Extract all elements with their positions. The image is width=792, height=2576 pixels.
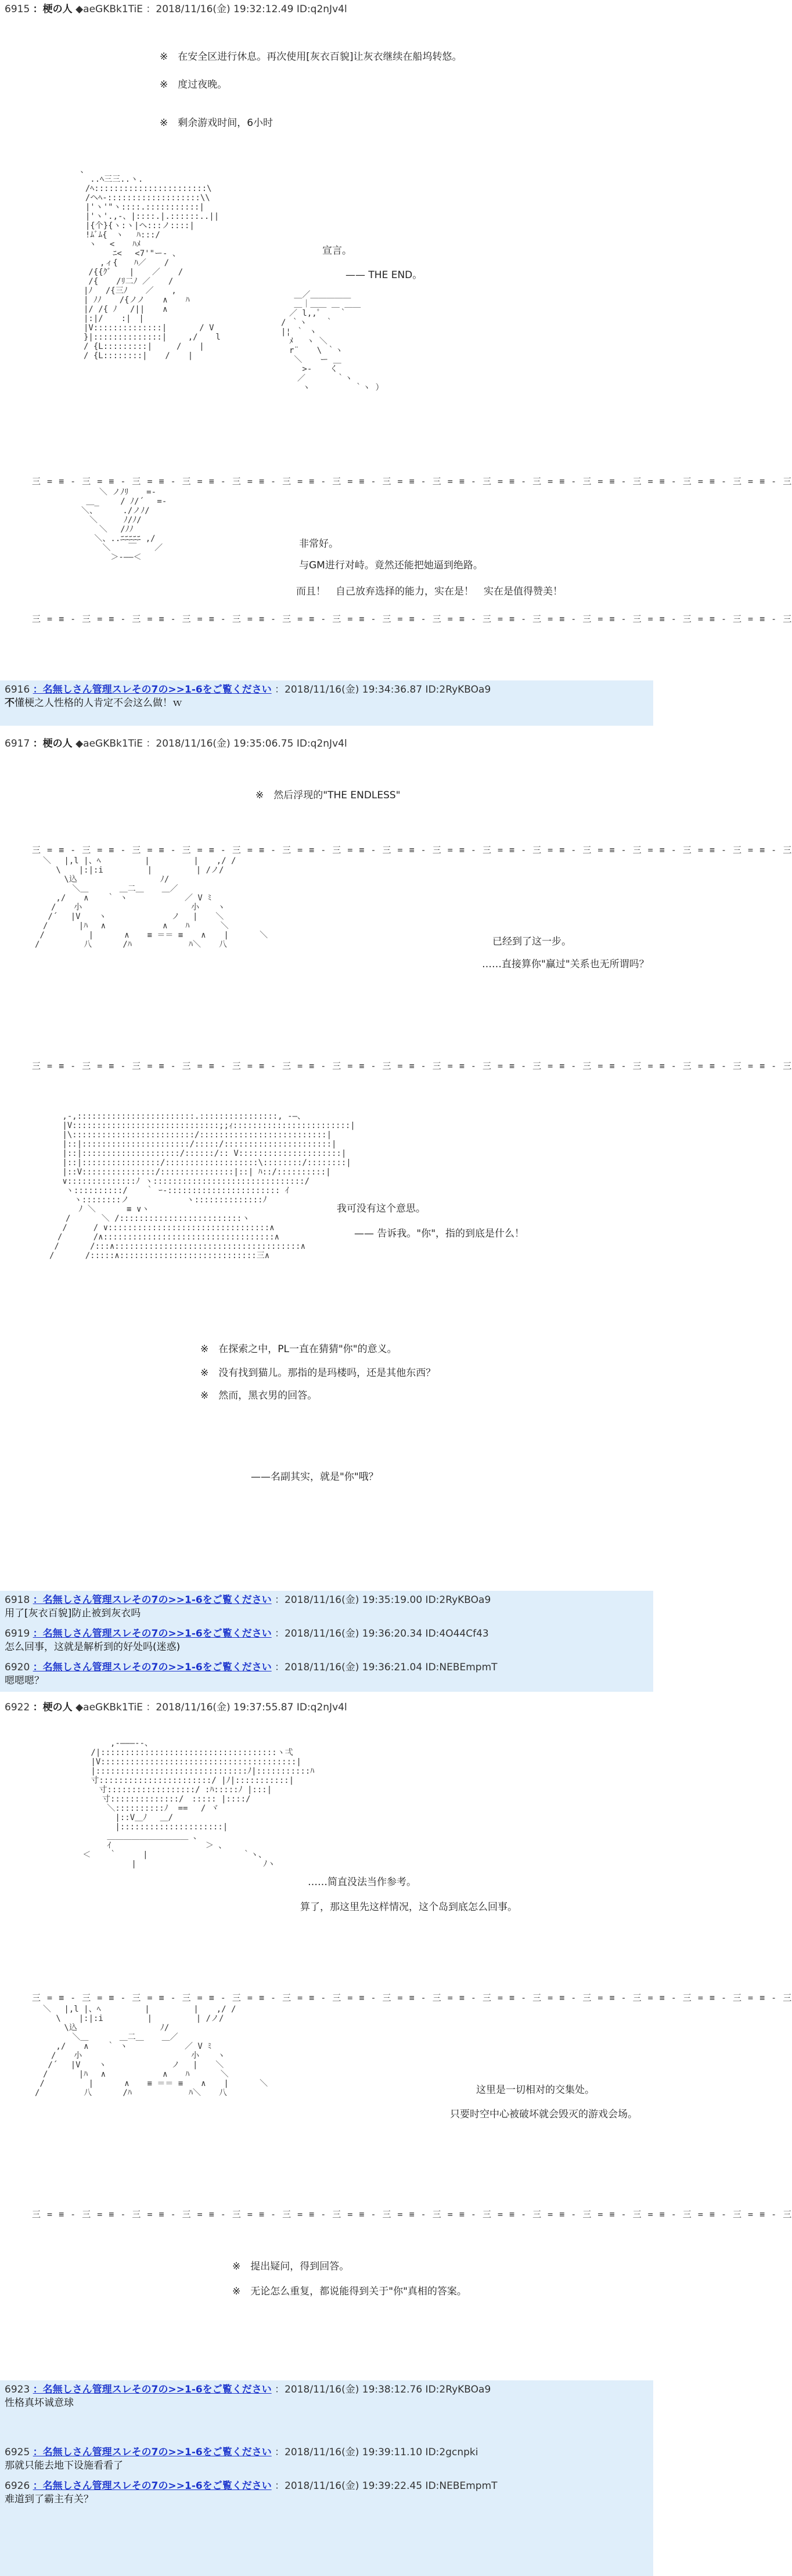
dialog-line: 已经到了这一步。 [492,936,571,947]
post-header [0,1624,653,1641]
poster-name: ：梗の人 [33,1702,73,1713]
poster-name-link[interactable]: ：名無しさん管理スレその7の>>1-6をご覧ください [33,1662,272,1673]
post-number: 6916 [5,684,30,696]
dialog-line: ——名副其实，就是"你"哦？ [251,1471,379,1483]
ascii-art-face: ＼ ノﾉﾘ =- ＿_ / ﾉ/´ =- ＼、 ./ノﾉ/ ＼ ﾉ/ﾉ/ ＼ /ﾉﾉ ＼、..ﾆﾆﾆﾆﾆ ,/ ＼ ￣ ／ ＞‐――＜ [81,488,167,562]
dialog-line: ……直接算你"赢过"关系也无所谓吗？ [482,959,649,970]
post-number: 6918 [5,1594,30,1606]
divider-line: 三 = ≡ - 三 = ≡ - 三 = ≡ - 三 = ≡ - 三 = ≡ - 三 = ≡ - 三 = ≡ - 三 = ≡ - 三 = ≡ - 三 = ≡ - 三 = ≡ - 三 = ≡ - 三 = ≡ - 三 = ≡ - 三 = ≡ - 三 [32,1061,792,1071]
post-number: 6917 [5,738,30,750]
post-6919 [0,1624,653,1658]
ascii-art-character: ＼ |,l |、ﾍ | | ,/ / \ |:|:i | | /ノ/ \込 ﾉ/ ＼＿ ＿二＿ ＿／ ,/ ∧ ｀ ヽ ／ V ﾐ / 小 小 ヽ /´ |V ヽ ノ | ＼ / |ﾊ ∧ ∧ ﾊ ＼ / | ∧ ≡ ＝＝ ≡ ∧ | ＼ / 八 /ﾊ ﾊ＼ 八 [35,2005,268,2098]
post-number: 6926 [5,2480,30,2492]
post-6923 [0,2380,653,2443]
divider-line: 三 = ≡ - 三 = ≡ - 三 = ≡ - 三 = ≡ - 三 = ≡ - 三 = ≡ - 三 = ≡ - 三 = ≡ - 三 = ≡ - 三 = ≡ - 三 = ≡ - 三 = ≡ - 三 = ≡ - 三 = ≡ - 三 = ≡ - 三 [32,1993,792,2003]
dialog-line: —— 告诉我。"你"，指的到底是什么！ [354,1228,525,1240]
post-meta: ：2018/11/16(金) 19:39:22.45 ID:NEBEmpmT [275,2480,498,2492]
poster-name: ：梗の人 [33,738,73,750]
dialog-line: 非常好。 [299,538,339,550]
dialog-line: 算了，那这里先这样情况，这个岛到底怎么回事。 [300,1901,517,1913]
post-meta: ：2018/11/16(金) 19:36:21.04 ID:NEBEmpmT [275,1662,498,1673]
poster-name: ：梗の人 [33,3,73,15]
post-body: 难道到了霸主有关？ [5,2494,93,2505]
post-6925 [0,2443,653,2477]
post-header [0,680,653,697]
post-number: 6922 [5,1702,30,1713]
poster-trip: ◆aeGKBk1TiE [75,3,143,15]
post-meta: ：2018/11/16(金) 19:38:12.76 ID:2RyKBOa9 [275,2384,491,2395]
narration-line: ※ 没有找到猫儿。那指的是玛楼吗，还是其他东西？ [200,1367,436,1379]
ascii-art-gun: ＿／＿＿＿＿＿ ＿｜＿＿ ＿ ＿＿ ／ l,,ﾟ ｀ / ｀ヽ ｀ |¦ ｀ ヽ ﾒ ヽ ＼ r¨ \ ｀ヽ ＼ ー ＿ >‐ く ／ ｀ヽ ヽ ｀ヽ ） [280,290,384,392]
poster-name-link[interactable]: ：名無しさん管理スレその7の>>1-6をご覧ください [33,2384,272,2395]
post-header [0,2477,653,2493]
poster-name-link[interactable]: ：名無しさん管理スレその7の>>1-6をご覧ください [33,2447,272,2458]
post-header [0,0,653,16]
poster-name-link[interactable]: ：名無しさん管理スレその7の>>1-6をご覧ください [33,1628,272,1640]
post-body: 怎么回事，这就是解析到的好处吗(迷惑) [5,1641,181,1653]
post-6922 [0,1698,792,2372]
divider-line: 三 = ≡ - 三 = ≡ - 三 = ≡ - 三 = ≡ - 三 = ≡ - 三 = ≡ - 三 = ≡ - 三 = ≡ - 三 = ≡ - 三 = ≡ - 三 = ≡ - 三 = ≡ - 三 = ≡ - 三 = ≡ - 三 = ≡ - 三 [32,2209,792,2220]
post-6915 [0,0,792,666]
ascii-art-character: ＼ |,l |、ﾍ | | ,/ / \ |:|:i | | /ノ/ \込 ﾉ/ ＼＿ ＿二＿ ＿／ ,/ ∧ ｀ ヽ ／ V ﾐ / 小 小 ヽ /´ |V ヽ ノ | ＼ / |ﾊ ∧ ∧ ﾊ ＼ / | ∧ ≡ ＝＝ ≡ ∧ | ＼ / 八 /ﾊ ﾊ＼ 八 [35,856,268,949]
narration-line: ※ 在安全区进行休息。再次使用[灰衣百貌]让灰衣继续在船坞转悠。 [160,51,462,63]
post-body: 用了[灰衣百貌]防止被到灰衣吗 [5,1608,141,1619]
post-meta: ：2018/11/16(金) 19:35:19.00 ID:2RyKBOa9 [275,1594,491,1606]
narration-line: ※ 无论怎么重复，都说能得到关于"你"真相的答案。 [232,2286,467,2297]
post-body: 不懂梗之人性格的人肯定不会这么做！ｗ [5,697,182,709]
post-meta: ：2018/11/16(金) 19:34:36.87 ID:2RyKBOa9 [275,684,491,696]
dialog-line: 宣言。 [322,245,352,257]
narration-line: ※ 剩余游戏时间，6小时 [160,117,273,129]
post-header [0,1591,653,1607]
post-meta: ：2018/11/16(金) 19:32:12.49 ID:q2nJv4l [146,3,347,15]
post-body: 性格真坏诚意球 [5,2397,74,2409]
post-number: 6920 [5,1662,30,1673]
narration-line: ※ 度过夜晚。 [160,79,228,91]
divider-line: 三 = ≡ - 三 = ≡ - 三 = ≡ - 三 = ≡ - 三 = ≡ - 三 = ≡ - 三 = ≡ - 三 = ≡ - 三 = ≡ - 三 = ≡ - 三 = ≡ - 三 = ≡ - 三 = ≡ - 三 = ≡ - 三 = ≡ - 三 [32,476,792,487]
dialog-line: 我可没有这个意思。 [337,1203,426,1215]
dialog-line: 而且！ 自己放弃选择的能力，实在是！ 实在是值得赞美！ [296,586,563,597]
narration-line: ※ 提出疑问，得到回答。 [232,2261,350,2272]
ascii-art-figure: ,-,::::::::::::::::::::::::.::::::::::::::::, -―、 |V::::::::::::::::::::::::::::::;;ｨ::::::::::::::::::::::::| |\:::::::::::::::::::::::::/::::::::::::::::::::::::::| |::|::::::::::::::::::::::/:::::/::::::::::::::::::::::| |::|::::::::::::::::::::/::::::/:: V:::::::::::::::::::::| |::|::::::::::::::::/:::::::::::::::::::\::::::::/::::::::| |::V:::::::::::::::/:::::::::::::::|::| ﾊ::/::::::::::| ∨::::::::::::::ﾉ ヽ:::::::::::::::::::::::::::::::/ ヽ::::::::::/ ｀ ｰ-::::::::::::::::::::::: ｲ ヽ::::::::ノ ヽ::::::::::::::ﾉ ﾉ ＼ ≡ ∨ヽ / ＼ /:::::::::::::::::::::::::ヽ / / ∨:::::::::::::::::::::::::::::::::∧ / /∧:::::::::::::::::::::::::::::::::::∧ / /:::∧::::::::::::::::::::::::::::::::::::::∧ / /:::::∧::::::::::::::::::::::::::::三∧ [49,1112,355,1260]
dialog-line: 与GM进行对峙。竟然还能把她逼到绝路。 [299,560,483,571]
post-6917 [0,734,792,1583]
poster-trip: ◆aeGKBk1TiE [75,738,143,750]
dialog-line: ……简直没法当作参考。 [308,1876,416,1888]
divider-line: 三 = ≡ - 三 = ≡ - 三 = ≡ - 三 = ≡ - 三 = ≡ - 三 = ≡ - 三 = ≡ - 三 = ≡ - 三 = ≡ - 三 = ≡ - 三 = ≡ - 三 = ≡ - 三 = ≡ - 三 = ≡ - 三 = ≡ - 三 [32,845,792,855]
poster-name-link[interactable]: ：名無しさん管理スレその7の>>1-6をご覧ください [33,1594,272,1606]
post-number: 6925 [5,2447,30,2458]
post-body: 那就只能去地下设施看看了 [5,2460,123,2471]
dialog-line: 只要时空中心被破坏就会毁灭的游戏会场。 [450,2109,638,2120]
post-meta: ：2018/11/16(金) 19:39:11.10 ID:2gcnpki [275,2447,478,2458]
narration-line: ※ 然而，黑衣男的回答。 [200,1390,318,1402]
divider-line: 三 = ≡ - 三 = ≡ - 三 = ≡ - 三 = ≡ - 三 = ≡ - 三 = ≡ - 三 = ≡ - 三 = ≡ - 三 = ≡ - 三 = ≡ - 三 = ≡ - 三 = ≡ - 三 = ≡ - 三 = ≡ - 三 = ≡ - 三 [32,614,792,624]
poster-name-link[interactable]: ：名無しさん管理スレその7の>>1-6をご覧ください [33,2480,272,2492]
dialog-line: 这里是一切相对的交集处。 [476,2084,595,2096]
post-header [0,1698,653,1714]
post-header [0,2443,653,2459]
poster-name-link[interactable]: ：名無しさん管理スレその7の>>1-6をご覧ください [33,684,272,696]
post-meta: ：2018/11/16(金) 19:35:06.75 ID:q2nJv4l [146,738,347,750]
post-header [0,2380,653,2397]
poster-trip: ◆aeGKBk1TiE [75,1702,143,1713]
post-number: 6919 [5,1628,30,1640]
ascii-art-character: ,-―――‐-、 /|::::::::::::::::::::::::::::::::::::ヽ弌 |V::::::::::::::::::::::::::::::::::::::::| |:::::::::::::::::::::::::::::::ﾉ|:::::::::::ﾊ 寸:::::::::::::::::::::::/ |ﾉ|:::::::::::| 寸::::::::::::::::::/ :ﾊ:::::ﾉ |:::| 寸::::::::::::::/ ::::: |::::/ ＼::::::::::ﾉ == / ヾ |::V＿ﾉ ＿/ |:::::::::::::::::::::| ＿＿＿＿＿＿＿＿＿＿ 、 ｲ ＞ 、 ＜ ｀ | ｀ヽ、 | ﾉヽ [82,1739,315,1869]
post-meta: ：2018/11/16(金) 19:36:20.34 ID:4O44Cf43 [275,1628,489,1640]
post-header [0,1658,653,1674]
post-6926 [0,2477,653,2576]
ascii-art-character: 、 ..ﾍ三三..ヽ. /ﾍ:::::::::::::::::::::::\ /ヘﾍ-:::::::::::::::::::\\ |'ヽ'"ヽ::::.:::::::::::| |'ヽ'.,-、|::::.|.::::::..|| |{个}{ヽ:ヽ|ヘ:::ノ::::| !ﾑﾞﾑ{ ヽ ﾊ:::/ ヽ < ﾊﾒ ﾆ< <7'"ー- 、 ,ィ{ ﾊ／ / /{{ｸﾞ | ／ / /{ /ﾘ二ﾉ ／ / |ﾉ /{三ﾉ ／ , | ﾉﾉ /{ノノ ∧ ﾊ |/ /{ ﾉ /|| ∧ |:|/ :| | |V::::::::::::::| / V }|::::::::::::::| ,/ l / {L:::::::::| / | / {L::::::::| / | [80,165,221,361]
dialog-line: —— THE END。 [345,269,423,281]
post-number: 6915 [5,3,30,15]
post-body: 嗯嗯嗯？ [5,1675,44,1687]
post-6916 [0,680,653,726]
post-6920 [0,1658,653,1692]
narration-line: ※ 然后浮现的"THE ENDLESS" [255,790,401,801]
narration-line: ※ 在探索之中，PL一直在猜猜"你"的意义。 [200,1343,397,1355]
post-meta: ：2018/11/16(金) 19:37:55.87 ID:q2nJv4l [146,1702,347,1713]
post-header [0,734,653,751]
post-number: 6923 [5,2384,30,2395]
post-6918 [0,1591,653,1624]
